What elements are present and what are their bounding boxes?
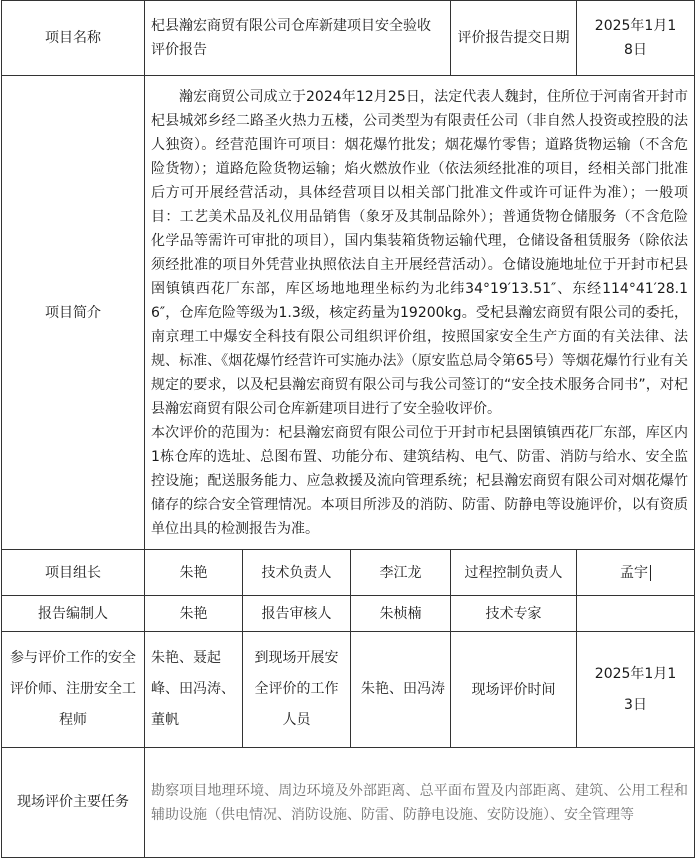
intro-paragraph-1: 瀚宏商贸公司成立于2024年12月25日，法定代表人魏封，住所位于河南省开封市杞县城郊乡经二路圣火热力五楼，公司类型为有限责任公司（非自然人投资或控股的法人独资）。经营范围许可项目：烟花爆竹批发；烟花爆竹零售；道路货物运输（不含危险货物）；道路危险货物运输；焰火燃放作业（依法须经批准的项目，经相关部门批准后方可开展经营活动，具体经营项目以相关部门批准文件或许可证件为准）；一般项目：工艺美术品及礼仪用品销售（象牙及其制品除外）；普通货物仓储服务（不含危险化学品等需许可审批的项目），国内集装箱货物运输代理，仓储设备租赁服务（除依法须经批准的项目外凭营业执照依法自主开展经营活动）。仓储设施地址位于开封市杞县圉镇镇西花厂东部，库区场地地理坐标约为北纬34°19′13.51″、东经114°41′28.16″，仓库危险等级为1.3级，核定药量为19200kg。受杞县瀚宏商贸有限公司的委托，南京理工中爆安全科技有限公司组织评价组，按照国家安全生产方面的有关法律、法规、标准、《烟花爆竹经营许可实施办法》（原安监总局令第65号）等烟花爆竹行业有关规定的要求，以及杞县瀚宏商贸有限公司与我公司签订的“安全技术服务合同书”，对杞县瀚宏商贸有限公司仓库新建项目进行了安全验收评价。 (151, 88, 689, 417)
submit-date-value: 2025年1月18日 (577, 1, 695, 76)
tech-lead-label: 技术负责人 (243, 550, 351, 596)
report-author-value: 朱艳 (145, 596, 243, 632)
tech-expert-label: 技术专家 (451, 596, 577, 632)
assessors-value: 朱艳、聂起峰、田冯涛、董帆 (145, 632, 243, 748)
onsite-time-value: 2025年1月13日 (577, 632, 695, 748)
onsite-tasks-value: 勘察项目地理环境、周边环境及外部距离、总平面布置及内部距离、建筑、公用工程和辅助设施（供电情况、消防设施、防雷、防静电设施、安防设施）、安全管理等 (145, 748, 695, 858)
team-leader-value: 朱艳 (145, 550, 243, 596)
project-intro-text (145, 76, 695, 550)
tech-expert-value (577, 596, 695, 632)
onsite-time-label: 现场评价时间 (451, 632, 577, 748)
report-reviewer-label: 报告审核人 (243, 596, 351, 632)
assessors-label: 参与评价工作的安全评价师、注册安全工程师 (2, 632, 145, 748)
project-name-value: 杞县瀚宏商贸有限公司仓库新建项目安全验收评价报告 (145, 1, 451, 76)
process-control-label: 过程控制负责人 (451, 550, 577, 596)
process-control-value: 孟宇 (620, 564, 649, 581)
report-table (1, 0, 695, 858)
tech-lead-value: 李江龙 (351, 550, 451, 596)
project-name-label: 项目名称 (2, 1, 145, 76)
intro-paragraph-2: 本次评价的范围为：杞县瀚宏商贸有限公司位于开封市杞县圉镇镇西花厂东部，库区内1栋仓库的选址、总图布置、功能分布、建筑结构、电气、防雷、消防与给水、安全监控设施；配送服务能力、应急救援及流向管理系统；杞县瀚宏商贸有限公司对烟花爆竹储存的综合安全管理情况。本项目所涉及的消防、防雷、防静电等设施评价，以有资质单位出具的检测报告为准。 (151, 424, 689, 537)
project-intro-label: 项目简介 (2, 76, 145, 550)
onsite-tasks-label: 现场评价主要任务 (2, 748, 145, 858)
onsite-staff-value: 朱艳、田冯涛 (351, 632, 451, 748)
report-author-label: 报告编制人 (2, 596, 145, 632)
text-cursor (650, 565, 651, 581)
onsite-staff-label: 到现场开展安全评价的工作人员 (243, 632, 351, 748)
submit-date-label: 评价报告提交日期 (451, 1, 577, 76)
team-leader-label: 项目组长 (2, 550, 145, 596)
process-control-cell[interactable] (577, 550, 695, 596)
report-reviewer-value: 朱桢楠 (351, 596, 451, 632)
